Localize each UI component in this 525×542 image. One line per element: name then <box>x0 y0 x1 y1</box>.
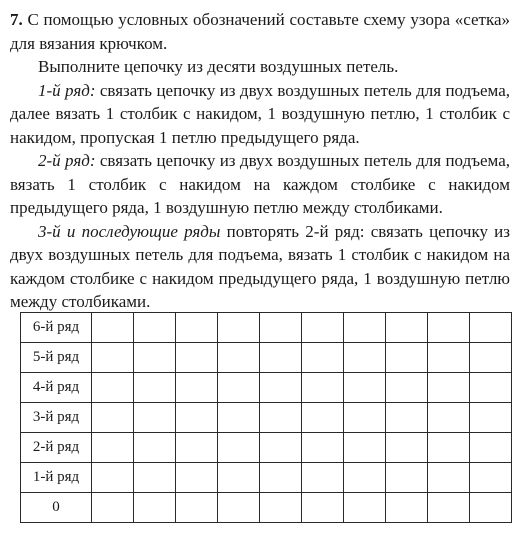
grid-cell <box>428 433 470 463</box>
grid-row <box>21 313 512 343</box>
step-row-2 <box>10 149 510 220</box>
step-foundation-chain: Выполните цепочку из десяти воздушных петель. <box>38 57 399 76</box>
row-3-label: 3-й и последующие ряды <box>38 221 221 241</box>
grid-cell <box>260 403 302 433</box>
grid-cell <box>344 313 386 343</box>
task-intro <box>10 8 510 55</box>
grid-row <box>21 433 512 463</box>
grid-cell <box>470 463 512 493</box>
grid-cell <box>470 403 512 433</box>
grid-cell <box>92 313 134 343</box>
grid-cell <box>344 433 386 463</box>
grid-cell <box>428 403 470 433</box>
grid-cell <box>470 493 512 523</box>
row-2-text: связать цепочку из двух воздушных петель для подъема, вязать 1 столбик с накидом на каждом столбике с накидом предыдущего ряда, 1 воздушную петлю между столбиками. <box>10 151 510 217</box>
grid-cell <box>386 463 428 493</box>
grid-cell <box>386 433 428 463</box>
grid-row-label: 1-й ряд <box>21 463 92 493</box>
grid-cell <box>302 493 344 523</box>
grid-cell <box>176 403 218 433</box>
grid-cell <box>176 343 218 373</box>
grid-row <box>21 343 512 373</box>
grid-cell <box>134 463 176 493</box>
grid-cell <box>218 433 260 463</box>
grid-row <box>21 403 512 433</box>
grid-row <box>21 493 512 523</box>
grid-cell <box>260 433 302 463</box>
grid-cell <box>386 343 428 373</box>
row-2-label: 2-й ряд: <box>38 151 96 170</box>
grid-cell <box>386 403 428 433</box>
task-number: 7. <box>10 10 23 29</box>
grid-cell <box>176 313 218 343</box>
grid-cell <box>176 493 218 523</box>
grid-cell <box>428 463 470 493</box>
grid-cell <box>386 373 428 403</box>
grid-cell <box>176 373 218 403</box>
task-block <box>10 8 510 314</box>
grid-cell <box>428 493 470 523</box>
grid-cell <box>134 373 176 403</box>
grid-cell <box>302 313 344 343</box>
grid-row <box>21 463 512 493</box>
grid-cell <box>218 373 260 403</box>
grid-cell <box>92 433 134 463</box>
row-3-text: повторять 2-й ряд: связать цепочку из двух воздушных петель для подъема, вязать 1 столбик с накидом на каждом столбике с накидом предыдущего ряда, 1 воздушную петлю между столбиками. <box>10 221 510 311</box>
grid-row-label: 6-й ряд <box>21 313 92 343</box>
grid-cell <box>134 403 176 433</box>
grid-cell <box>176 463 218 493</box>
grid-cell <box>260 463 302 493</box>
grid-row-label: 3-й ряд <box>21 403 92 433</box>
grid-row-label: 0 <box>21 493 92 523</box>
grid-cell <box>218 463 260 493</box>
grid-cell <box>218 343 260 373</box>
grid-cell <box>92 373 134 403</box>
grid-cell <box>302 463 344 493</box>
grid-cell <box>260 313 302 343</box>
grid-cell <box>302 373 344 403</box>
grid-row-label: 5-й ряд <box>21 343 92 373</box>
row-1-text: связать цепочку из двух воздушных петель для подъема, далее вязать 1 столбик с накидом, 1 воздушную петлю, 1 столбик с накидом, пропуская 1 петлю предыдущего ряда. <box>10 80 510 147</box>
grid-cell <box>470 313 512 343</box>
pattern-grid <box>20 312 512 523</box>
grid-cell <box>260 343 302 373</box>
grid-cell <box>428 313 470 343</box>
grid-row-label: 2-й ряд <box>21 433 92 463</box>
grid-row-label: 4-й ряд <box>21 373 92 403</box>
grid-cell <box>134 433 176 463</box>
grid-cell <box>218 313 260 343</box>
grid-cell <box>302 433 344 463</box>
grid-cell <box>428 343 470 373</box>
row-1-label: 1-й ряд: <box>38 80 96 100</box>
step-row-1 <box>10 79 510 150</box>
grid-cell <box>470 433 512 463</box>
grid-cell <box>386 493 428 523</box>
grid-cell <box>344 373 386 403</box>
grid-cell <box>260 373 302 403</box>
grid-cell <box>218 493 260 523</box>
grid-cell <box>344 343 386 373</box>
grid-cell <box>92 343 134 373</box>
step-row-3 <box>10 220 510 314</box>
grid-cell <box>176 433 218 463</box>
grid-cell <box>470 373 512 403</box>
grid-cell <box>386 313 428 343</box>
grid-cell <box>302 343 344 373</box>
task-intro-text: С помощью условных обозначений составьте схему узора «сетка» для вязания крючком. <box>10 10 510 53</box>
grid-row <box>21 373 512 403</box>
grid-cell <box>428 373 470 403</box>
grid-cell <box>218 403 260 433</box>
grid-cell <box>344 403 386 433</box>
grid-cell <box>344 463 386 493</box>
grid-cell <box>470 343 512 373</box>
grid-cell <box>92 403 134 433</box>
grid-cell <box>134 343 176 373</box>
grid-cell <box>302 403 344 433</box>
grid-cell <box>134 313 176 343</box>
grid-cell <box>344 493 386 523</box>
grid-cell <box>260 493 302 523</box>
grid-cell <box>92 463 134 493</box>
grid-cell <box>134 493 176 523</box>
grid-cell <box>92 493 134 523</box>
